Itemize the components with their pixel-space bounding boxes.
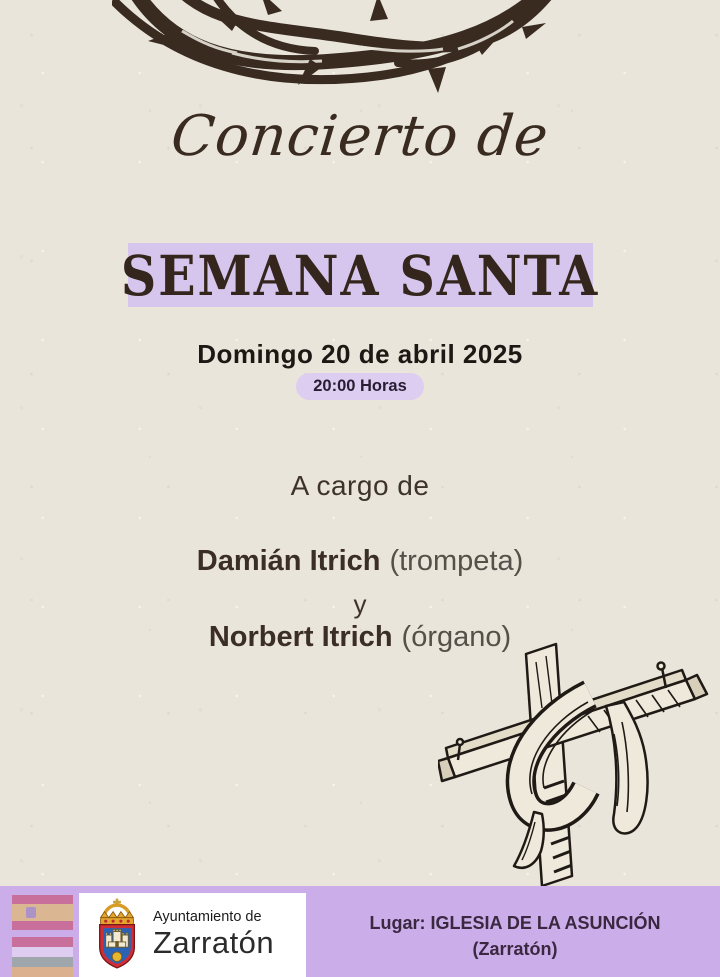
location-text (340, 910, 690, 962)
time-badge-row (0, 373, 720, 400)
org-text (153, 910, 274, 960)
footer-bar (0, 886, 720, 977)
performer-line-1 (0, 545, 720, 578)
spain-flag-emblem (26, 907, 36, 918)
performer-2-name: Norbert Itrich (208, 621, 393, 653)
cross-shroud-icon (438, 638, 720, 888)
conjunction: y (353, 589, 367, 619)
intro-line: A cargo de (290, 470, 430, 501)
org-small-label: Ayuntamiento de (153, 909, 262, 926)
la-rioja-flag-icon (12, 937, 73, 977)
crown-of-thorns-icon (112, 0, 564, 102)
town-hall-logo-box (79, 893, 306, 977)
script-title: Concierto de (168, 104, 552, 169)
main-title: SEMANA SANTA (121, 242, 600, 308)
zarraton-coat-of-arms-icon (91, 898, 143, 972)
location-line-2: (Zarratón) (472, 939, 558, 960)
org-name-label: Zarratón (153, 925, 275, 961)
footer-flags (12, 895, 73, 977)
time-badge: 20:00 Horas (296, 373, 424, 400)
performer-2-instrument: (órgano) (401, 621, 512, 653)
spain-flag-icon (12, 895, 73, 930)
performer-1-name: Damián Itrich (196, 545, 381, 577)
performer-1-instrument: (trompeta) (389, 545, 524, 577)
location-line-1: Lugar: IGLESIA DE LA ASUNCIÓN (369, 913, 661, 933)
event-date: Domingo 20 de abril 2025 (197, 339, 523, 369)
title-highlight-band (121, 242, 600, 308)
